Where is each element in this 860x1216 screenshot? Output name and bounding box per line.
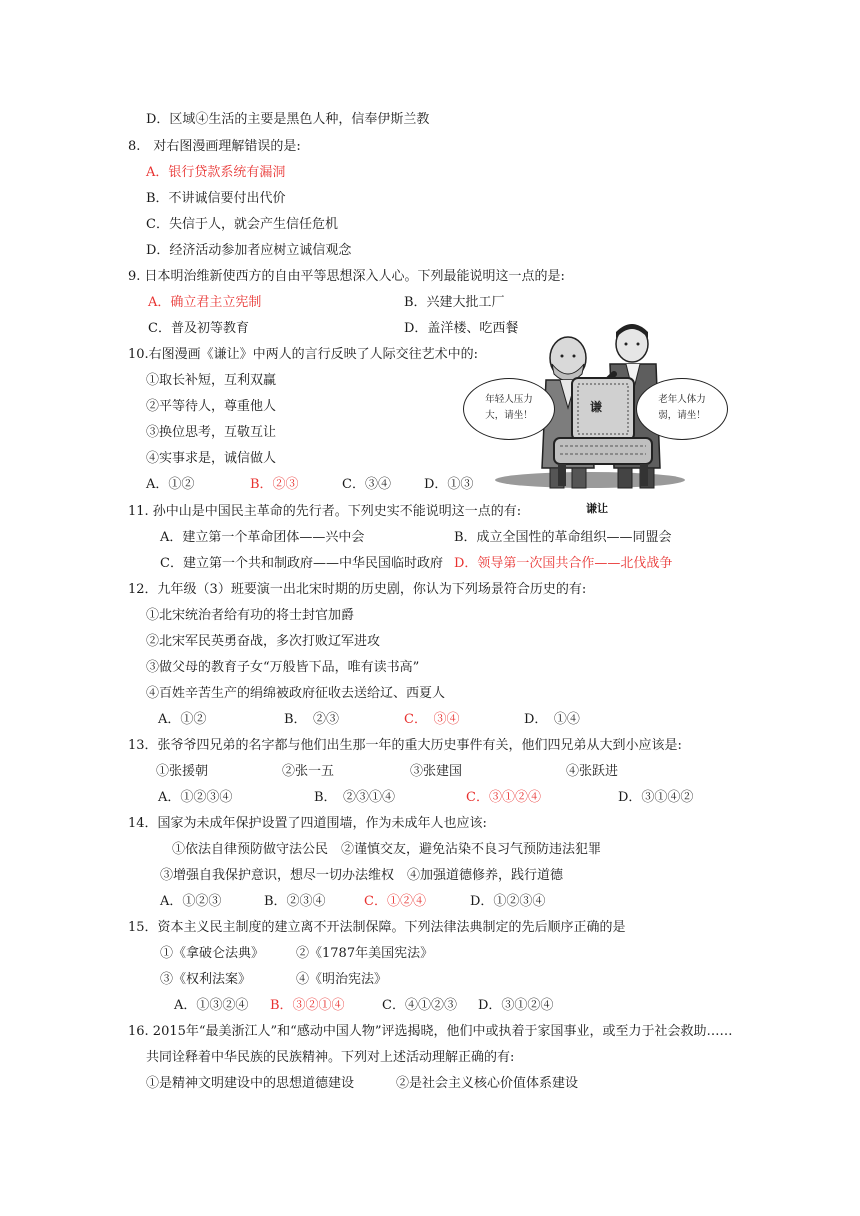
q12-item-3: ③做父母的教育子女“万般皆下品，唯有读书高” [146, 660, 420, 675]
cartoon-caption: 谦让 [586, 502, 608, 515]
q16-item-2: ②是社会主义核心价值体系建设 [396, 1076, 579, 1091]
right-bubble-line-2: 弱，请坐！ [658, 410, 706, 421]
q12-option-b: B． ②③ [284, 712, 340, 727]
left-speech-bubble [463, 378, 555, 440]
q14-option-d: D．①②③④ [470, 894, 546, 909]
q11-stem: 11. 孙中山是中国民主革命的先行者。下列史实不能说明这一点的有: [128, 504, 522, 519]
q15-option-b: B．③②①④ [270, 998, 345, 1013]
q9-stem: 9. 日本明治维新使西方的自由平等思想深入人心。下列最能说明这一点的是: [128, 269, 565, 284]
q15-item-4: ④《明治宪法》 [296, 972, 388, 987]
q15-option-a: A．①③②④ [174, 998, 249, 1013]
q14-stem: 14．国家为未成年保护设置了四道围墙，作为未成年人也应该: [128, 816, 487, 831]
q10-stem: 10.右图漫画《谦让》中两人的言行反映了人际交往艺术中的: [128, 347, 479, 362]
q12-item-1: ①北宋统治者给有功的将士封官加爵 [146, 608, 355, 623]
q11-option-a: A．建立第一个革命团体——兴中会 [160, 530, 365, 545]
q10-item-3: ③换位思考，互敬互让 [146, 425, 277, 440]
q16-stem-line-1: 16. 2015年“最美浙江人”和“感动中国人物”评选揭晓，他们中或执着于家国事业，或至力于社会救助…… [128, 1024, 733, 1039]
q14-option-b: B．②③④ [264, 894, 326, 909]
q10-option-b: B．②③ [250, 477, 299, 492]
left-bubble-line-1: 年轻人压力 [485, 394, 533, 405]
q12-option-a: A．①② [158, 712, 207, 727]
q16-item-1: ①是精神文明建设中的思想道德建设 [146, 1076, 355, 1091]
q10-item-1: ①取长补短，互利双赢 [146, 373, 277, 388]
q8-option-b: B．不讲诚信要付出代价 [146, 191, 286, 206]
q11-option-b: B．成立全国性的革命组织——同盟会 [454, 530, 672, 545]
q13-option-b: B． ②③①④ [314, 790, 396, 805]
q14-items-row-2: ③增强自我保护意识，想尽一切办法维权 ④加强道德修养，践行道德 [160, 868, 564, 883]
q10-option-a: A．①② [146, 477, 195, 492]
q15-item-1: ①《拿破仑法典》 [160, 946, 265, 961]
q7-option-d: D．区域④生活的主要是黑色人种，信奉伊斯兰教 [146, 112, 430, 127]
q13-item-4: ④张跃进 [566, 764, 619, 779]
q14-option-a: A．①②③ [160, 894, 222, 909]
q15-option-d: D．③①②④ [478, 998, 554, 1013]
q14-option-c: C．①②④ [364, 894, 426, 909]
q12-option-c: C． ③④ [404, 712, 460, 727]
q8-option-d: D．经济活动参加者应树立诚信观念 [146, 243, 352, 258]
q9-option-a: A．确立君主立宪制 [148, 295, 262, 310]
q9-option-d: D．盖洋楼、吃西餐 [404, 321, 519, 336]
q13-option-c: C．③①②④ [466, 790, 541, 805]
q14-items-row-1: ①依法自律预防做守法公民 ②谨慎交友，避免沾染不良习气预防违法犯罪 [172, 842, 602, 857]
q13-item-2: ②张一五 [282, 764, 335, 779]
q15-option-c: C．④①②③ [382, 998, 457, 1013]
left-bubble-line-2: 大，请坐！ [485, 410, 533, 421]
q10-item-2: ②平等待人，尊重他人 [146, 399, 277, 414]
q8-stem: 8. 对右图漫画理解错误的是: [128, 139, 301, 154]
q12-option-d: D． ①④ [524, 712, 580, 727]
q8-option-a: A．银行贷款系统有漏洞 [146, 165, 286, 180]
q9-option-c: C．普及初等教育 [148, 321, 249, 336]
q15-item-2: ②《1787年美国宪法》 [296, 946, 434, 961]
q13-item-1: ①张援朝 [156, 764, 209, 779]
q13-stem: 13．张爷爷四兄弟的名字都与他们出生那一年的重大历史事件有关，他们四兄弟从大到小应该是: [128, 738, 682, 753]
q10-option-d: D．①③ [424, 477, 474, 492]
q10-item-4: ④实事求是，诚信做人 [146, 451, 277, 466]
q12-item-4: ④百姓辛苦生产的绢绵被政府征收去送给辽、西夏人 [146, 686, 446, 701]
q13-option-a: A．①②③④ [158, 790, 233, 805]
q16-stem-line-2: 共同诠释着中华民族的民族精神。下列对上述活动理解正确的有: [146, 1050, 515, 1065]
right-speech-bubble [636, 378, 728, 440]
q11-option-d: D．领导第一次国共合作——北伐战争 [454, 556, 673, 571]
q8-option-c: C．失信于人，就会产生信任危机 [146, 217, 338, 232]
q13-option-d: D．③①④② [618, 790, 694, 805]
q15-stem: 15．资本主义民主制度的建立离不开法制保障。下列法律法典制定的先后顺序正确的是 [128, 920, 626, 935]
q12-item-2: ②北宋军民英勇奋战，多次打败辽军进攻 [146, 634, 381, 649]
right-bubble-line-1: 老年人体力 [658, 394, 706, 405]
q9-option-b: B．兴建大批工厂 [404, 295, 505, 310]
q11-option-c: C．建立第一个共和制政府——中华民国临时政府 [160, 556, 443, 571]
q13-item-3: ③张建国 [410, 764, 463, 779]
q15-item-3: ③《权利法案》 [160, 972, 252, 987]
q10-option-c: C．③④ [342, 477, 391, 492]
q12-stem: 12．九年级（3）班要演一出北宋时期的历史剧，你认为下列场景符合历史的有: [128, 582, 587, 597]
seat-label: 谦 [590, 400, 603, 414]
